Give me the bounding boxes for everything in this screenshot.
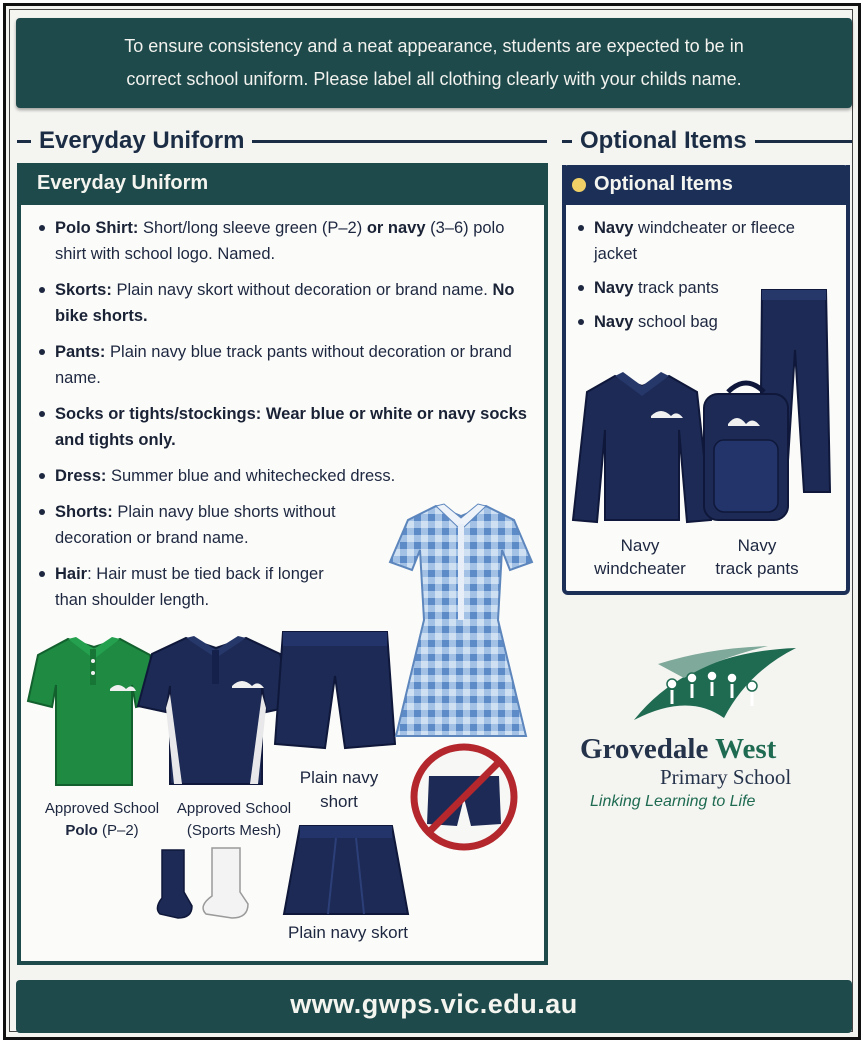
everyday-heading-label: Everyday Uniform <box>39 127 245 154</box>
school-tagline: Linking Learning to Life <box>590 793 756 810</box>
list-item-hair: Hair: Hair must be tied back if longer than shoulder length. <box>37 561 345 613</box>
heading-rule-left <box>17 140 31 143</box>
school-website-link[interactable]: www.gwps.vic.edu.au <box>290 989 578 1019</box>
everyday-section-heading <box>17 124 547 158</box>
list-item-track-pants: Navy track pants <box>576 275 806 301</box>
footer-banner <box>16 980 852 1033</box>
list-item-pants: Pants: Plain navy blue track pants without decoration or brand name. <box>37 339 537 391</box>
intro-text <box>36 30 832 96</box>
no-bike-shorts-icon <box>409 742 519 852</box>
heading-rule-left <box>562 140 572 143</box>
list-item-windcheater: Navy windcheater or fleece jacket <box>576 215 806 267</box>
socks-illustration <box>154 846 250 922</box>
intro-line-2: correct school uniform. Please label all clothing clearly with your childs name. <box>126 69 742 89</box>
heading-rule-right <box>252 140 547 143</box>
optional-section-heading <box>562 124 852 158</box>
bullet-dot-icon <box>572 178 586 192</box>
sports-mesh-caption: Approved School (Sports Mesh) <box>176 800 292 839</box>
heading-rule-right <box>755 140 852 143</box>
optional-heading-label: Optional Items <box>580 127 747 154</box>
navy-school-bag-illustration <box>698 382 794 522</box>
intro-banner <box>16 18 852 108</box>
list-item-polo: Polo Shirt: Short/long sleeve green (P–2) or navy (3–6) polo shirt with school logo. Named. <box>37 215 537 267</box>
school-logo-icon <box>628 642 798 732</box>
list-item-school-bag: Navy school bag <box>576 309 806 335</box>
list-item-skorts: Skorts: Plain navy skort without decoration or brand name. No bike shorts. <box>37 277 537 329</box>
school-name: Grovedale West <box>580 733 777 765</box>
list-item-socks: Socks or tights/stockings: Wear blue or white or navy socks and tights only. <box>37 401 537 453</box>
school-subtitle: Primary School <box>660 765 792 789</box>
intro-line-1: To ensure consistency and a neat appearance, students are expected to be in <box>124 36 744 56</box>
everyday-panel-header <box>17 163 548 205</box>
navy-skort-caption: Plain navy skort <box>288 923 408 942</box>
optional-panel-header <box>562 165 850 205</box>
optional-panel-title: Optional Items <box>594 173 733 195</box>
windcheater-caption: Navy windcheater <box>594 536 686 578</box>
navy-shorts-illustration <box>273 628 397 752</box>
checked-dress-illustration <box>386 500 536 740</box>
navy-short-caption: Plain navy short <box>299 768 379 811</box>
list-item-dress: Dress: Summer blue and whitechecked dress. <box>37 463 537 489</box>
track-pants-caption: Navy track pants <box>715 536 799 578</box>
navy-windcheater-illustration <box>571 370 713 526</box>
everyday-panel-title: Everyday Uniform <box>37 172 209 194</box>
polo-caption: Approved School Polo (P–2) <box>44 800 160 839</box>
navy-polo-illustration <box>138 634 294 786</box>
list-item-shorts: Shorts: Plain navy blue shorts without decoration or brand name. <box>37 499 405 551</box>
